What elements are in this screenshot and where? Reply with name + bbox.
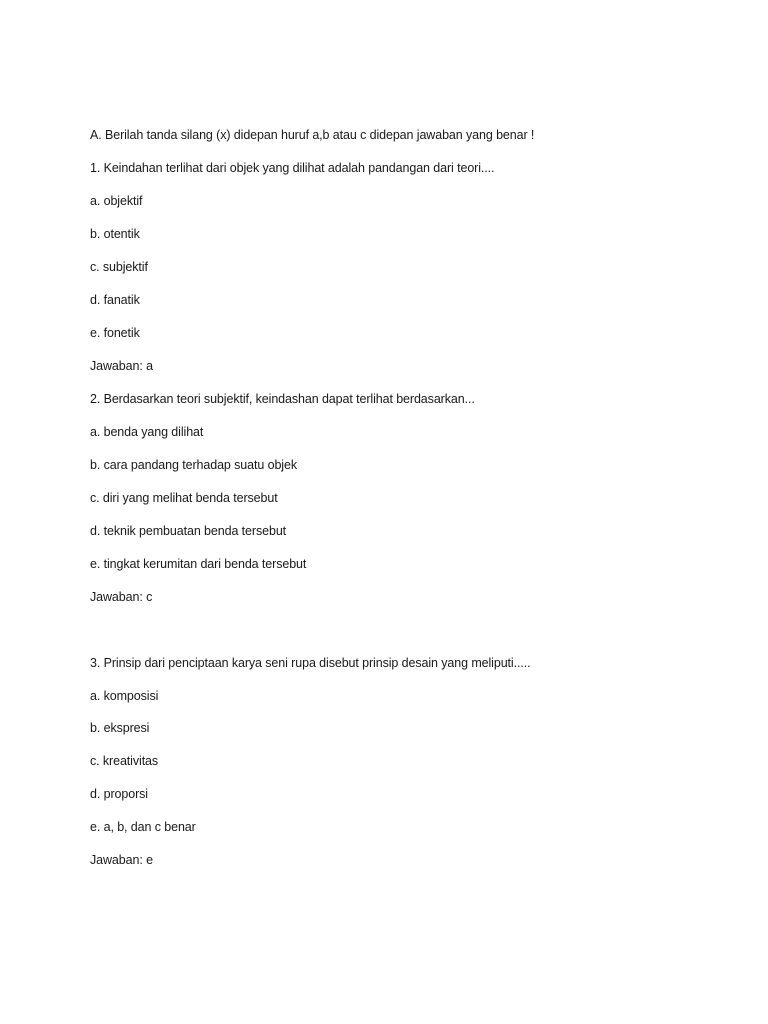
question-2-option-b: b. cara pandang terhadap suatu objek [90, 458, 297, 472]
instruction-text: A. Berilah tanda silang (x) didepan huruf a,b atau c didepan jawaban yang benar ! [90, 128, 535, 142]
question-3-option-e: e. a, b, dan c benar [90, 820, 196, 834]
question-3-option-a: a. komposisi [90, 689, 159, 703]
question-2-answer: Jawaban: c [90, 590, 153, 604]
question-1-option-e: e. fonetik [90, 326, 140, 340]
question-3-text: 3. Prinsip dari penciptaan karya seni rupa disebut prinsip desain yang meliputi..... [90, 656, 531, 670]
question-3-option-d: d. proporsi [90, 787, 148, 801]
question-3-answer: Jawaban: e [90, 853, 153, 867]
question-3-option-c: c. kreativitas [90, 754, 159, 768]
question-2-option-a: a. benda yang dilihat [90, 425, 204, 439]
question-1-text: 1. Keindahan terlihat dari objek yang dilihat adalah pandangan dari teori.... [90, 161, 495, 175]
question-1-option-a: a. objektif [90, 194, 143, 208]
question-2-option-e: e. tingkat kerumitan dari benda tersebut [90, 557, 307, 571]
question-2-option-d: d. teknik pembuatan benda tersebut [90, 524, 287, 538]
question-1-option-c: c. subjektif [90, 260, 148, 274]
question-2-option-c: c. diri yang melihat benda tersebut [90, 491, 278, 505]
question-2-text: 2. Berdasarkan teori subjektif, keindashan dapat terlihat berdasarkan... [90, 392, 475, 406]
question-1-answer: Jawaban: a [90, 359, 153, 373]
question-1-option-d: d. fanatik [90, 293, 140, 307]
question-3-option-b: b. ekspresi [90, 721, 150, 735]
question-1-option-b: b. otentik [90, 227, 140, 241]
